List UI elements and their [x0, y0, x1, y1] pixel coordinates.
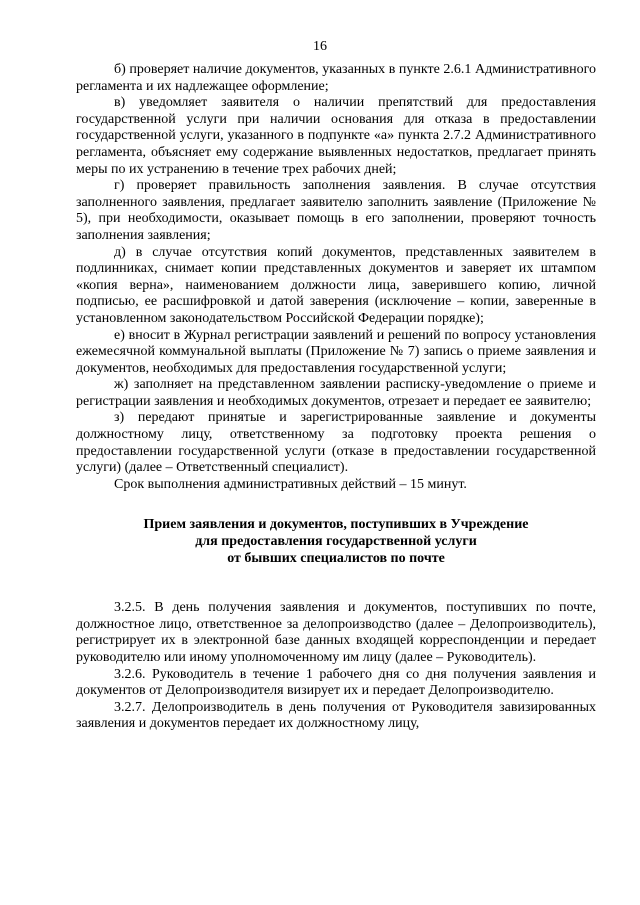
- list-item-v: в) уведомляет заявителя о наличии препятствий для предоставления государственной услуги при наличии основания для отказа в предоставлении государственной услуги, указанного в подпункте «а» пункта 2.7.2 Административного регламента, объясняет ему содержание выявленных недостатков, предлагает принять меры по их устранению в течение трех рабочих дней;: [76, 95, 596, 177]
- clause-3-2-6: 3.2.6. Руководитель в течение 1 рабочего дня со дня получения заявления и документов от Делопроизводителя визирует их и передает Делопроизводителю.: [76, 666, 596, 699]
- clause-3-2-7: 3.2.7. Делопроизводитель в день получения от Руководителя завизированных заявления и документов передает их должностному лицу,: [76, 699, 596, 732]
- list-item-zh: ж) заполняет на представленном заявлении расписку-уведомление о приеме и регистрации заявления и необходимых документов, отрезает и передает ее заявителю;: [76, 377, 596, 409]
- spacer: [76, 493, 596, 517]
- deadline-paragraph: Срок выполнения административных действий – 15 минут.: [114, 476, 467, 492]
- page-number: 16: [313, 39, 327, 54]
- list-item-b: б) проверяет наличие документов, указанных в пункте 2.6.1 Административного регламента и их надлежащее оформление;: [76, 62, 596, 94]
- list-item-d: д) в случае отсутствия копий документов, представленных заявителем в подлинниках, снимает копии представленных документов и заверяет их штампом «копия верна», наименованием должности лица, заверившего копию, личной подписью, ее расшифровкой и датой заверения (исключение – копии, заверенные в установленном законодательством Российской Федерации порядке);: [76, 244, 596, 326]
- spacer: [76, 567, 596, 600]
- list-item-e: е) вносит в Журнал регистрации заявлений и решений по вопросу установления ежемесячной коммунальной выплаты (Приложение № 7) запись о приеме заявления и документов, необходимых для предоставления государственной услуги;: [76, 327, 596, 376]
- section-heading-line: для предоставления государственной услуги: [195, 534, 477, 550]
- section-heading-line: Прием заявления и документов, поступивших в Учреждение: [143, 517, 529, 533]
- list-item-g: г) проверяет правильность заполнения заявления. В случае отсутствия заполненного заявления, предлагает заявителю заполнить заявление (Приложение № 5), при необходимости, оказывает помощь в его заполнении, проверяют точность заполнения заявления;: [76, 178, 596, 243]
- list-item-z: з) передают принятые и зарегистрированные заявление и документы должностному лицу, ответственному за подготовку проекта решения о предоставлении государственной услуги (отказе в предоставлении государственной услуги) (далее – Ответственный специалист).: [76, 410, 596, 476]
- document-body: [76, 62, 596, 733]
- clause-3-2-5: 3.2.5. В день получения заявления и документов, поступивших по почте, должностное лицо, ответственное за делопроизводство (далее – Делопроизводитель), регистрирует их в электронной базе данных входящей корреспонденции и передает руководителю или иному уполномоченному им лицу (далее – Руководитель).: [76, 600, 596, 665]
- section-heading-line: от бывших специалистов по почте: [227, 550, 445, 566]
- section-heading: [76, 517, 596, 567]
